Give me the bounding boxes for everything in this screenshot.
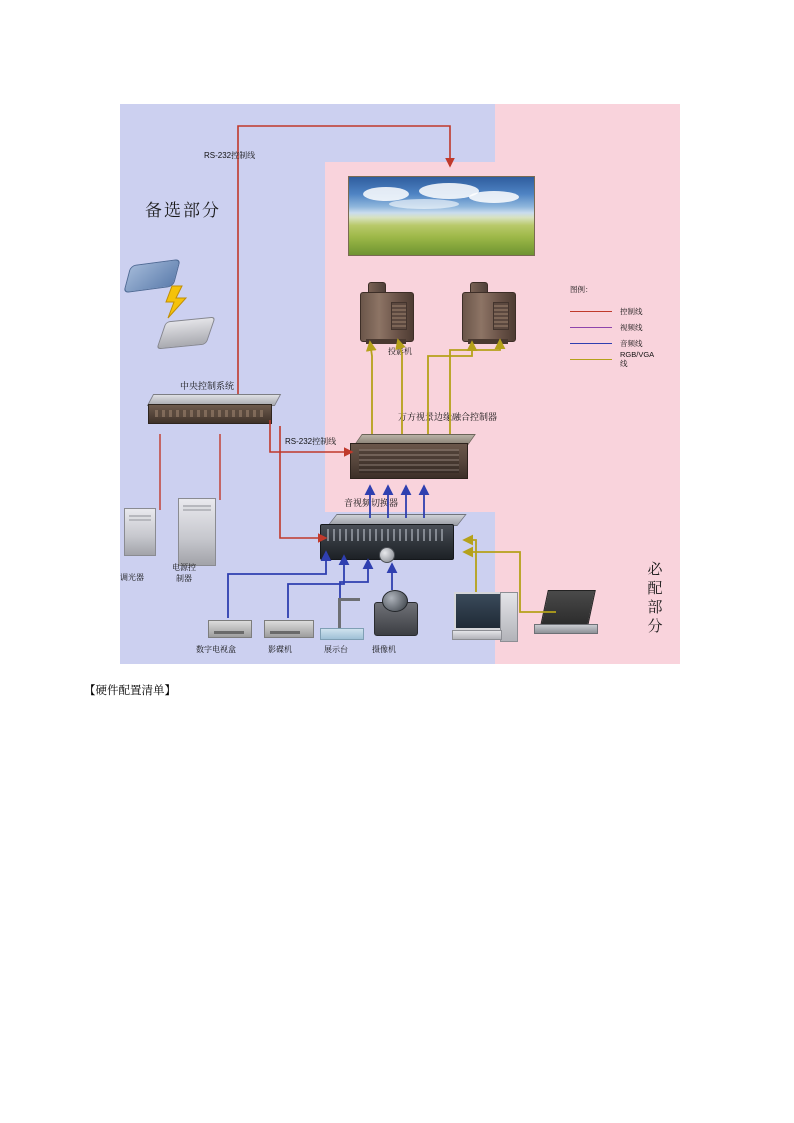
legend-label-video: 视频线 xyxy=(620,322,643,332)
central-control-label: 中央控制系统 xyxy=(180,381,235,391)
projector-vent xyxy=(391,302,407,330)
legend-item-control xyxy=(570,303,675,319)
required-zone-label: 必配部分 xyxy=(647,561,663,635)
document-camera-plate xyxy=(320,628,364,640)
pc-keyboard xyxy=(452,630,502,640)
legend-label-control: 控制线 xyxy=(620,306,643,316)
projector-foot xyxy=(366,339,406,344)
legend-item-video xyxy=(570,319,675,335)
dvd-player-label: 影碟机 xyxy=(268,645,292,654)
power-controller-device xyxy=(178,498,216,566)
edge-blender-device xyxy=(350,434,470,480)
projector-vent xyxy=(493,302,509,330)
dimmer-device xyxy=(124,508,156,556)
video-camera-label: 摄像机 xyxy=(372,645,396,654)
video-camera-lens-icon xyxy=(382,590,408,612)
rs232-top-label: RS-232控制线 xyxy=(204,151,256,160)
av-switcher-knob xyxy=(379,547,395,563)
central-control-front xyxy=(148,404,272,424)
projector-right xyxy=(462,282,514,340)
legend xyxy=(570,284,675,367)
document-camera-arm xyxy=(338,598,341,628)
legend-label-audio: 音频线 xyxy=(620,338,643,348)
pc-monitor xyxy=(454,592,502,630)
projector-foot xyxy=(468,339,508,344)
av-switcher-front xyxy=(320,524,454,560)
cloud-shape xyxy=(363,187,409,201)
legend-swatch-control-icon xyxy=(570,311,612,312)
document-camera-label: 展示台 xyxy=(324,645,348,654)
central-control-device xyxy=(150,394,276,428)
legend-label-rgb-line1: RGB/VGA xyxy=(620,350,655,359)
dvd-player-device xyxy=(264,620,314,638)
edge-blender-front xyxy=(350,443,468,479)
legend-title: 图例： xyxy=(570,285,593,294)
legend-swatch-video-icon xyxy=(570,327,612,328)
av-switcher-label: 音视频切换器 xyxy=(344,498,399,508)
projector-left xyxy=(360,282,412,340)
cloud-shape xyxy=(389,199,459,209)
edge-blender-label: 万方视景边缘融合控制器 xyxy=(398,412,498,422)
optional-zone-label: 备选部分 xyxy=(145,201,221,220)
laptop-base xyxy=(534,624,598,634)
legend-swatch-audio-icon xyxy=(570,343,612,344)
set-top-box-label: 数字电视盒 xyxy=(196,645,236,654)
dimmer-label: 调光器 xyxy=(120,573,144,582)
rs232-mid-label: RS-232控制线 xyxy=(285,437,337,446)
power-controller-label-line1: 电源控 xyxy=(172,563,196,572)
pc-tower xyxy=(500,592,518,642)
av-switcher-device xyxy=(320,514,460,562)
cloud-shape xyxy=(469,191,519,203)
laptop-screen xyxy=(540,590,596,626)
legend-label-rgb-line2: 线 xyxy=(620,359,628,368)
projector-label: 投影机 xyxy=(388,347,412,356)
power-controller-label-line2: 制器 xyxy=(176,574,192,583)
legend-item-audio xyxy=(570,335,675,351)
document-camera-head xyxy=(338,598,360,601)
projection-screen-image xyxy=(348,176,535,256)
legend-swatch-rgb-icon xyxy=(570,359,612,360)
legend-item-rgb xyxy=(570,351,675,367)
set-top-box-device xyxy=(208,620,252,638)
system-topology-diagram xyxy=(120,104,680,664)
hardware-list-caption: 【硬件配置清单】 xyxy=(84,685,176,697)
